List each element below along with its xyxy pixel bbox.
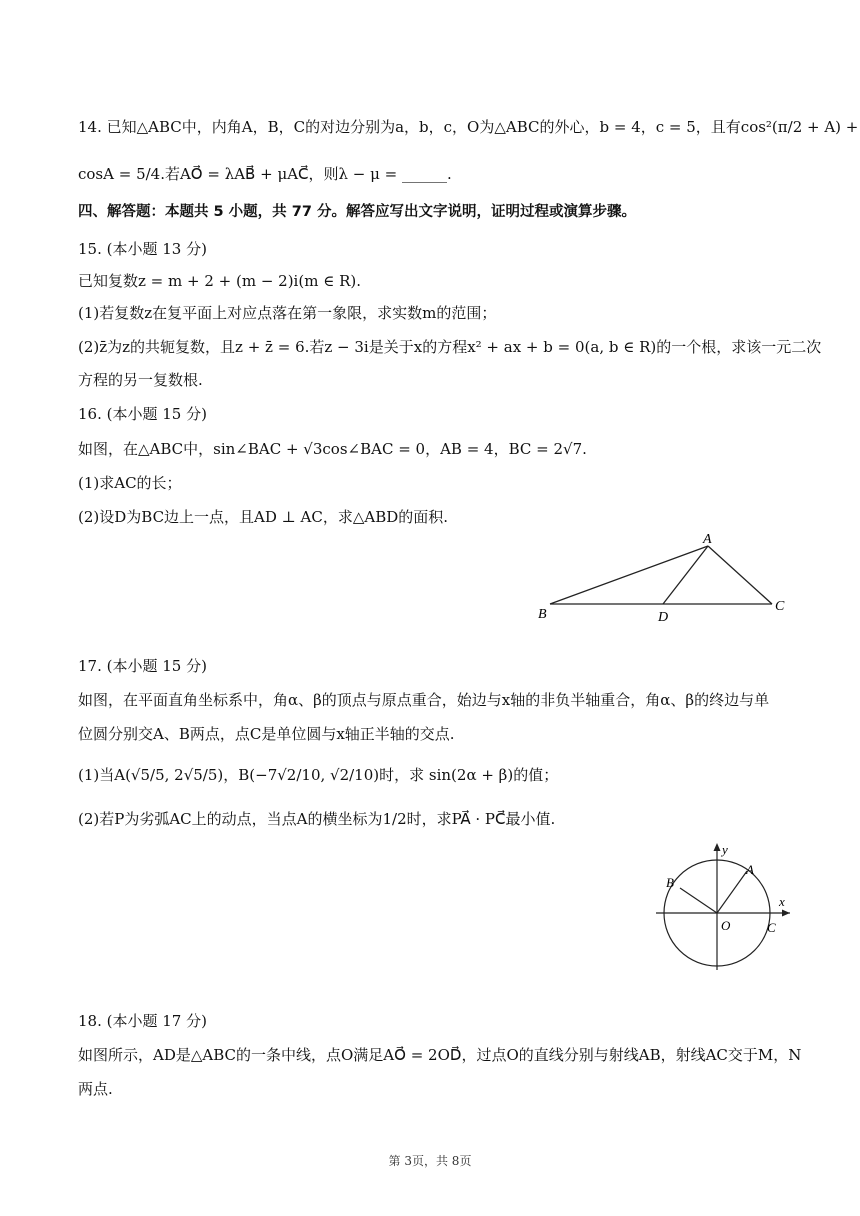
q16-line-3: (2)设D为BC边上一点，且AD ⊥ AC，求△ABD的面积. bbox=[78, 508, 449, 526]
q14-line-1: 14. 已知△ABC中，内角A，B，C的对边分别为a，b，c，O为△ABC的外心，b = 4，c = 5，且有cos²(π/2 + A) + bbox=[78, 118, 859, 136]
vertex-label-d: D bbox=[658, 610, 669, 625]
section-4-heading: 四、解答题：本题共 5 小题，共 77 分。解答应写出文字说明，证明过程或演算步骤。 bbox=[78, 204, 636, 220]
axis-label-y: y bbox=[722, 842, 728, 857]
q16-heading: 16. (本小题 15 分) bbox=[78, 405, 207, 423]
q15-line-3: (2)z̄为z的共轭复数，且z + z̄ = 6.若z − 3i是关于x的方程x² + ax + b = 0(a, b ∈ R)的一个根，求该一元二次 bbox=[78, 338, 822, 356]
triangle-figure bbox=[530, 530, 800, 630]
q17-line-2: 位圆分别交A、B两点，点C是单位圆与x轴正半轴的交点. bbox=[78, 725, 455, 743]
q15-line-1: 已知复数z = m + 2 + (m − 2)i(m ∈ R). bbox=[78, 272, 361, 290]
page-footer: 第 3页，共 8页 bbox=[388, 1154, 472, 1168]
q17-line-3: (1)当A(√5/5, 2√5/5)，B(−7√2/10, √2/10)时，求 sin(2α + β)的值； bbox=[78, 766, 559, 784]
q14-line-2: cosA = 5/4.若AO⃗ = λAB⃗ + μAC⃗，则λ − μ = ______. bbox=[78, 165, 452, 183]
point-label-a: A bbox=[746, 862, 754, 877]
q18-heading: 18. (本小题 17 分) bbox=[78, 1012, 207, 1030]
q17-heading: 17. (本小题 15 分) bbox=[78, 657, 207, 675]
q15-line-4: 方程的另一复数根. bbox=[78, 371, 203, 389]
q17-line-4: (2)若P为劣弧AC上的动点，当点A的横坐标为1/2时，求PA⃗ · PC⃗最小值. bbox=[78, 810, 556, 828]
vertex-label-c: C bbox=[775, 599, 785, 614]
q16-line-2: (1)求AC的长； bbox=[78, 474, 182, 492]
q17-line-1: 如图，在平面直角坐标系中，角α、β的顶点与原点重合，始边与x轴的非负半轴重合，角α、β的终边与单 bbox=[78, 691, 770, 709]
q15-heading: 15. (本小题 13 分) bbox=[78, 240, 207, 258]
point-label-o: O bbox=[721, 918, 731, 933]
vertex-label-a: A bbox=[703, 532, 712, 547]
axis-label-x: x bbox=[779, 894, 785, 909]
x-axis-arrow-icon bbox=[782, 910, 790, 917]
vertex-label-b: B bbox=[538, 607, 547, 622]
point-label-c: C bbox=[767, 920, 776, 935]
q16-line-1: 如图，在△ABC中，sin∠BAC + √3cos∠BAC = 0，AB = 4，BC = 2√7. bbox=[78, 440, 587, 458]
q18-line-2: 两点. bbox=[78, 1080, 113, 1098]
q15-line-2: (1)若复数z在复平面上对应点落在第一象限，求实数m的范围； bbox=[78, 304, 497, 322]
unit-circle-figure bbox=[650, 840, 800, 975]
y-axis-arrow-icon bbox=[714, 843, 721, 851]
q18-line-1: 如图所示，AD是△ABC的一条中线，点O满足AO⃗ = 2OD⃗，过点O的直线分别与射线AB，射线AC交于M，N bbox=[78, 1046, 802, 1064]
point-label-b: B bbox=[666, 875, 674, 890]
